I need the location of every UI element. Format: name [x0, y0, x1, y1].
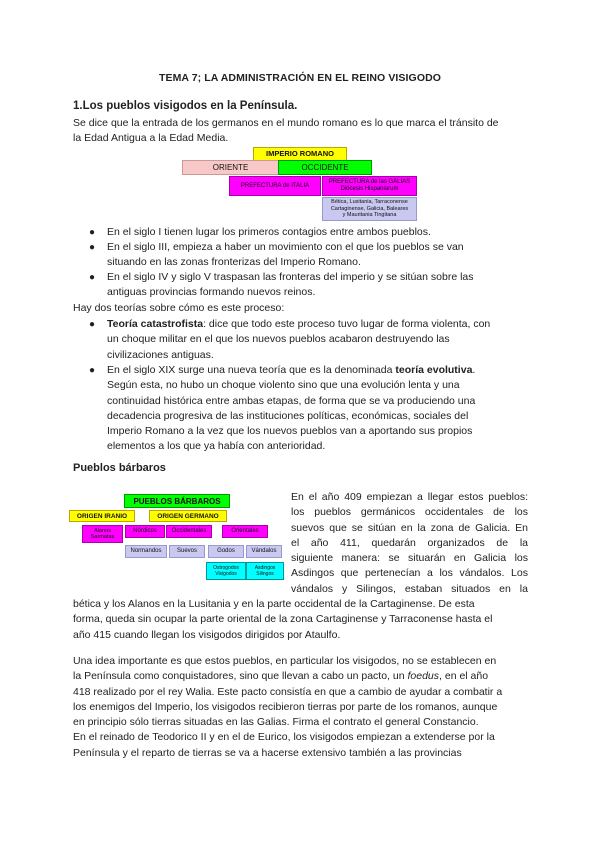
section-heading-1: 1.Los pueblos visigodos en la Península.	[73, 100, 298, 112]
diagram-box-origen-iranio: ORIGEN IRANIO	[69, 510, 135, 522]
diagram-box-suevos: Suevos	[169, 545, 205, 558]
list-item-teoria-evolutiva	[89, 363, 528, 455]
list-item	[89, 225, 528, 240]
text-line: En el reinado de Teodorico II y en el de Eurico, los visigodos empiezan a extenderse por la	[73, 731, 495, 744]
diagram-text: PREFECTURA de las GALIAS	[328, 179, 411, 185]
diagram-box-asdingos	[246, 562, 284, 580]
diagram-text: Visigodos	[215, 571, 237, 577]
text-line: En el año 409 empiezan a llegar estos pueblos:	[291, 491, 528, 503]
diagram-box-alanos	[82, 525, 123, 543]
continuation-paragraph	[73, 597, 528, 643]
bold-term: teoría evolutiva	[395, 364, 473, 376]
text-line: civilizaciones antiguas.	[107, 348, 214, 361]
text-line: continuidad histórica entre ambas etapas, de forma que se va produciendo una	[107, 394, 476, 407]
diagram-text: Alanos	[94, 528, 111, 534]
text-line: la Edad Antigua a la Edad Media.	[73, 132, 229, 145]
text-line: un choque militar en el que los nuevos pueblos acabaron destruyendo las	[107, 333, 450, 346]
diagram-text: Diócesis Hispaniarum	[340, 186, 399, 192]
text-line: Península y el reparto de tierras se va a hacerse extensivo también a las provincias	[73, 746, 462, 759]
bullet-icon: ●	[89, 272, 96, 283]
diagram-text: Cartaginense, Galicia, Baleares	[330, 205, 409, 212]
bullet-icon: ●	[89, 242, 96, 253]
text-span: En el siglo XIX surge una nueva teoría que es la denominada	[107, 364, 396, 376]
text-line: En el siglo III, empieza a haber un movimiento con el que los pueblos se van	[107, 241, 464, 253]
text-span: la Península como conquistadores, sino que llevan a cabo un pacto, un	[73, 670, 408, 683]
diagram-box-imperio: IMPERIO ROMANO	[253, 147, 347, 161]
diagram-box-origen-germano: ORIGEN GERMANO	[149, 510, 227, 522]
text-line: Según esta, no hubo un choque violento sino que una evolución lenta y una	[107, 379, 460, 392]
text-line: situando en las zonas fronterizas del Imperio Romano.	[107, 256, 361, 269]
text-line: elementos a los que ya había con anterioridad.	[107, 440, 326, 453]
text-line: suevos que se sitúan en la zona de Galicia. En	[291, 521, 528, 534]
text-line: los enemigos del Imperio, los visigodos recibieron tierras por parte de los romanos, aunque	[73, 700, 498, 713]
text-line: año 415 cuando llegan los visigodos dirigidos por Ataulfo.	[73, 628, 341, 641]
diagram-text: y Mauritania Tingitana	[342, 212, 397, 219]
text-line	[73, 669, 528, 684]
text-line: Asdingos que pertenecían a los vándalos. Los	[291, 567, 528, 580]
text-line: antiguas provincias formando nuevos reinos.	[107, 286, 316, 299]
diagram-box-occidentales: Occidentales	[166, 525, 212, 538]
diagram-text: Ostrogodos	[213, 565, 239, 571]
diagram-box-normandos: Normandos	[125, 545, 167, 558]
text-line: vándalos y Silingos, estaban situados en la	[291, 582, 528, 595]
text-span: , en el año	[439, 670, 489, 683]
bullet-icon: ●	[89, 319, 96, 330]
diagram-text: Silingos	[256, 571, 274, 577]
diagram-text: Asdingos	[254, 565, 276, 571]
intro-paragraph	[73, 116, 528, 147]
text-line: siguiente manera: se situarán en Galicia los	[291, 552, 528, 565]
page-title: TEMA 7; LA ADMINISTRACIÓN EN EL REINO VISIGODO	[158, 72, 442, 84]
diagram-text: Sarmatas	[90, 534, 115, 540]
text-line: decadencia progresiva de las instituciones políticas, económicas, sociales del	[107, 409, 469, 422]
bold-term: Teoría catastrofista	[107, 318, 204, 330]
text-line: Imperio Romano a la vez que los nuevos pueblos van a aportando sus propios	[107, 425, 473, 438]
text-line: bética y los Alanos en la Lusitania y en la parte occidental de la Cartaginense. De esta	[73, 598, 475, 610]
side-paragraph	[291, 490, 528, 597]
list-item-teoria-catastrofista	[89, 317, 528, 363]
diagram-box-occidente: OCCIDENTE	[278, 160, 372, 175]
text-line: los pueblos germánicos occidentales de los	[291, 506, 528, 519]
text-span: .	[472, 364, 476, 376]
diagram-box-vandalos: Vándalos	[246, 545, 282, 558]
section-heading-2: Pueblos bárbaros	[73, 462, 166, 474]
text-span: : dice que todo este proceso tuvo lugar de forma violenta, con	[203, 318, 491, 330]
text-line: En el siglo I tienen lugar los primeros contagios entre ambos pueblos.	[107, 226, 431, 238]
list-item	[89, 240, 528, 271]
list-item	[89, 270, 528, 301]
diagram-box-godos: Godos	[208, 545, 244, 558]
text-line	[107, 317, 528, 332]
diagram-box-oriente: ORIENTE	[182, 160, 279, 175]
bullet-icon: ●	[89, 365, 96, 376]
text-line	[107, 363, 528, 378]
teorias-intro: Hay dos teorías sobre cómo es este proceso:	[73, 302, 285, 314]
diagram-box-orientales: Orientales	[222, 525, 268, 538]
text-line: el año 411, quedarán organizados de la	[291, 536, 528, 549]
diagram-box-pueblos-barbaros: PUEBLOS BÁRBAROS	[124, 494, 230, 508]
diagram-box-provincias	[322, 197, 417, 221]
italic-term: foedus	[407, 670, 440, 683]
diagram-box-prefectura-italia: PREFECTURA de ITALIA	[229, 176, 321, 196]
text-line: 418 realizado por el rey Walia. Este pacto consistía en que a cambio de ayudar a combatir a	[73, 685, 503, 698]
text-line: En el siglo IV y siglo V traspasan las fronteras del imperio y se sitúan sobre las	[107, 271, 474, 283]
text-line: en principio sólo tierras situadas en las Galias. Firma el contrato el general Constancio.	[73, 716, 479, 729]
foedus-paragraph	[73, 654, 528, 761]
diagram-box-ostrogodos	[206, 562, 246, 580]
text-line: forma, queda sin ocupar la parte oriental de la zona Cartaginense y Tarraconense hasta el	[73, 613, 493, 626]
text-line: Una idea importante es que estos pueblos, en particular los visigodos, no se establecen en	[73, 655, 497, 667]
text-line: Se dice que la entrada de los germanos en el mundo romano es lo que marca el tránsito de	[73, 117, 499, 129]
diagram-box-nordicos: Nórdicos	[125, 525, 165, 538]
diagram-box-prefectura-galias	[322, 176, 417, 196]
diagram-text: Bética, Lusitania, Tarraconense	[331, 199, 408, 206]
bullet-icon: ●	[89, 227, 96, 238]
